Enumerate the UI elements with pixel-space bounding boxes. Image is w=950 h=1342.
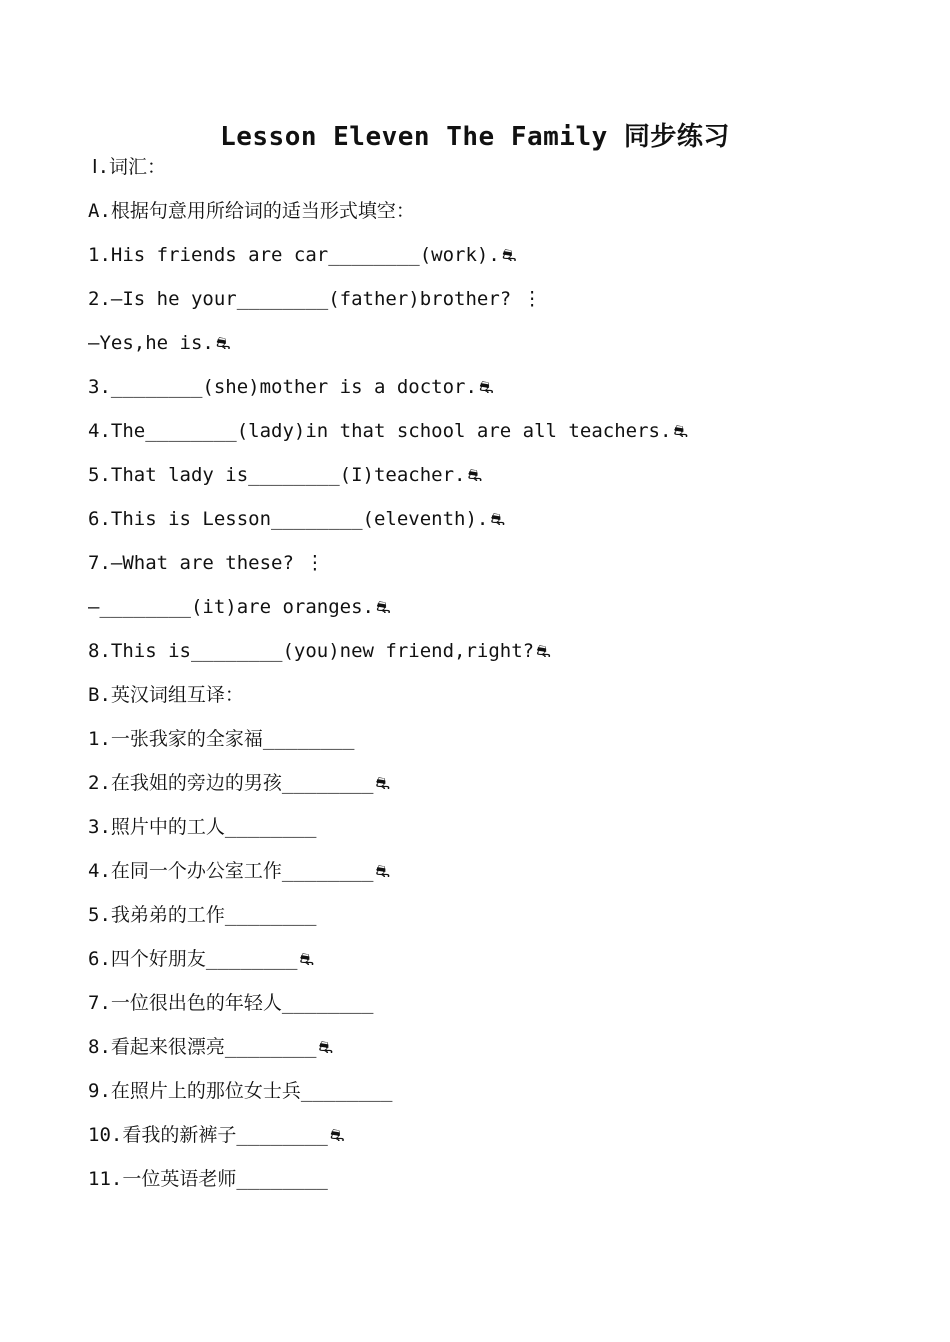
scroll-ornament-icon: ⛐ xyxy=(299,949,315,970)
scroll-ornament-icon: ⛐ xyxy=(375,597,391,618)
translation-line: 4.在同一个办公室工作________ ⛐ xyxy=(88,856,390,886)
scroll-ornament-icon: ⛐ xyxy=(490,509,506,530)
scroll-ornament-icon: ⛐ xyxy=(375,773,391,794)
scroll-ornament-icon: ⛐ xyxy=(673,421,689,442)
scroll-ornament-icon: ⛐ xyxy=(318,1037,334,1058)
scroll-ornament-icon: ⛐ xyxy=(478,377,494,398)
translation-line: 10.看我的新裤子________ ⛐ xyxy=(88,1120,345,1150)
exercise-line: —________(it)are oranges. ⛐ xyxy=(88,592,391,622)
part-a-heading: A.根据句意用所给词的适当形式填空： xyxy=(88,200,415,222)
exercise-line: 6.This is Lesson________(eleventh). ⛐ xyxy=(88,504,505,534)
translation-line: 5.我弟弟的工作________ xyxy=(88,904,317,926)
exercise-line: 1.His friends are car________(work). ⛐ xyxy=(88,240,516,270)
exercise-line: 4.The________(lady)in that school are all teachers. ⛐ xyxy=(88,416,688,446)
translation-line: 11.一位英语老师________ xyxy=(88,1168,328,1190)
exercise-line: 3.________(she)mother is a doctor. ⛐ xyxy=(88,372,494,402)
page-title: Lesson Eleven The Family 同步练习 xyxy=(220,122,730,152)
part-b-heading: B.英汉词组互译： xyxy=(88,684,244,706)
exercise-line: —Yes,he is. ⛐ xyxy=(88,328,231,358)
scroll-ornament-icon: ⛐ xyxy=(329,1125,345,1146)
translation-line: 1.一张我家的全家福________ xyxy=(88,728,355,750)
translation-line: 8.看起来很漂亮________ ⛐ xyxy=(88,1032,333,1062)
scroll-ornament-icon: ⛐ xyxy=(215,333,231,354)
section-heading: Ⅰ.词汇： xyxy=(92,156,167,178)
scroll-ornament-icon: ⛐ xyxy=(536,641,551,662)
translation-line: 3.照片中的工人________ xyxy=(88,816,317,838)
translation-line: 9.在照片上的那位女士兵________ xyxy=(88,1080,393,1102)
translation-line: 2.在我姐的旁边的男孩________ ⛐ xyxy=(88,768,390,798)
translation-line: 6.四个好朋友________ ⛐ xyxy=(88,944,314,974)
translation-line: 7.一位很出色的年轻人________ xyxy=(88,992,374,1014)
exercise-line: 8.This is________(you)new friend,right? ⛐ xyxy=(88,636,551,666)
exercise-line: 5.That lady is________(I)teacher. ⛐ xyxy=(88,460,482,490)
scroll-ornament-icon: ⛐ xyxy=(375,861,391,882)
exercise-line: 7.—What are these? ⋮ xyxy=(88,552,325,574)
scroll-ornament-icon: ⛐ xyxy=(467,465,483,486)
scroll-ornament-icon: ⛐ xyxy=(501,245,517,266)
exercise-line: 2.—Is he your________(father)brother? ⋮ xyxy=(88,288,542,310)
